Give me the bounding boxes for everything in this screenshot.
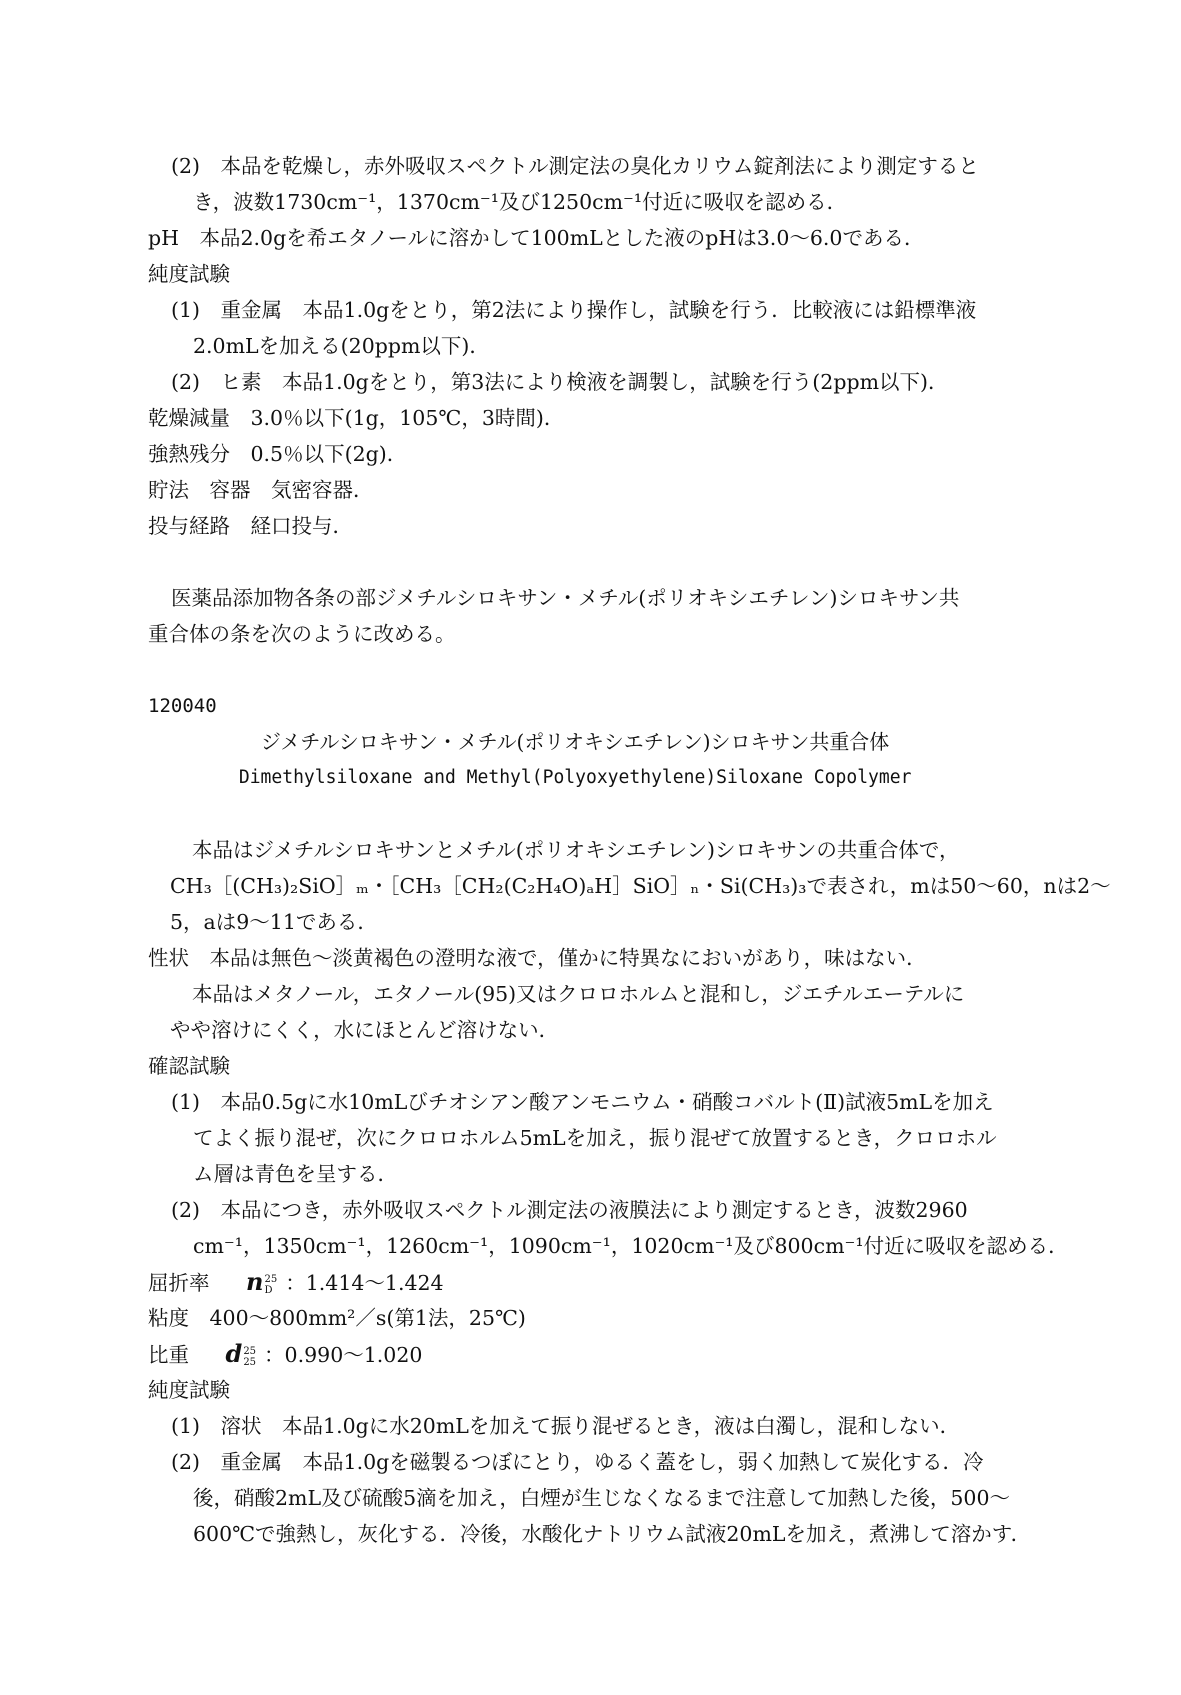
identification-item-2-line-1: (2) 本品を乾燥し，赤外吸収スペクトル測定法の臭化カリウム錠剤法により測定すると — [171, 154, 979, 178]
specific-gravity-symbol: d — [225, 1339, 243, 1368]
monograph-code: 120040 — [148, 695, 217, 717]
refractive-index-symbol: n — [246, 1267, 264, 1296]
id-item-2-line-1: (2) 本品につき，赤外吸収スペクトル測定法の液膜法により測定するとき，波数2960 — [171, 1198, 968, 1222]
properties-line-2: 本品はメタノール，エタノール(95)又はクロロホルムと混和し，ジエチルエーテルに — [192, 982, 965, 1006]
storage-line: 貯法 容器 気密容器． — [148, 478, 374, 502]
purity-heading-2: 純度試験 — [148, 1378, 230, 1402]
description-line-3: 5，aは9～11である． — [170, 910, 378, 934]
id-item-1-line-2: てよく振り混ぜ，次にクロロホルム5mLを加え，振り混ぜて放置するとき，クロロホル — [193, 1126, 997, 1150]
monograph-title-ja: ジメチルシロキサン・メチル(ポリオキシエチレン)シロキサン共重合体 — [261, 730, 890, 754]
specific-gravity-sup: 25 — [243, 1345, 257, 1357]
loss-on-drying-line: 乾燥減量 3.0％以下(1g，105℃，3時間)． — [148, 406, 565, 430]
viscosity-line: 粘度 400～800mm²／s(第1法，25℃) — [148, 1306, 526, 1330]
purity-item-1-line-2: 2.0mLを加える(20ppm以下)． — [193, 334, 490, 358]
ph-line: pH 本品2.0gを希エタノールに溶かして100mLとした液のpHは3.0～6.0である． — [148, 226, 925, 250]
specific-gravity-sub: 25 — [243, 1356, 257, 1368]
specific-gravity-scripts — [243, 1346, 256, 1368]
refractive-index-line — [148, 1264, 444, 1301]
refractive-index-sup: 25 — [264, 1273, 278, 1285]
description-line-1: 本品はジメチルシロキサンとメチル(ポリオキシエチレン)シロキサンの共重合体で， — [192, 838, 960, 862]
specific-gravity-value: ：0.990～1.020 — [264, 1343, 423, 1367]
residue-on-ignition-line: 強熱残分 0.5％以下(2g)． — [148, 442, 408, 466]
refractive-index-label: 屈折率 — [148, 1271, 210, 1295]
purity-item-2-line: (2) ヒ素 本品1.0gをとり，第3法により検液を調製し，試験を行う(2ppm以下)． — [171, 370, 949, 394]
specific-gravity-label: 比重 — [148, 1343, 189, 1367]
refractive-index-value: ：1.414～1.424 — [285, 1271, 444, 1295]
properties-line-1: 性状 本品は無色～淡黄褐色の澄明な液で，僅かに特異なにおいがあり，味はない． — [148, 946, 927, 970]
purity2-item-1-line: (1) 溶状 本品1.0gに水20mLを加えて振り混ぜるとき，液は白濁し，混和しない． — [171, 1414, 961, 1438]
specific-gravity-line — [148, 1336, 422, 1373]
administration-route-line: 投与経路 経口投与． — [148, 514, 353, 538]
properties-line-3: やや溶けにくく，水にほとんど溶けない． — [170, 1018, 560, 1042]
amendment-notice-line-2: 重合体の条を次のように改める。 — [148, 622, 456, 646]
formula-line: CH₃［(CH₃)₂SiO］ₘ・［CH₃［CH₂(C₂H₄O)ₐH］SiO］ₙ・Si(CH₃)₃で表され，mは50～60，nは2～ — [170, 874, 1111, 898]
refractive-index-sub: D — [264, 1284, 273, 1296]
purity2-item-2-line-3: 600℃で強熱し，灰化する．冷後，水酸化ナトリウム試液20mLを加え，煮沸して溶かす． — [193, 1522, 1032, 1546]
identification-heading: 確認試験 — [148, 1054, 230, 1078]
amendment-notice-line-1: 医薬品添加物各条の部ジメチルシロキサン・メチル(ポリオキシエチレン)シロキサン共 — [171, 586, 960, 610]
purity-heading: 純度試験 — [148, 262, 230, 286]
id-item-2-line-2: cm⁻¹，1350cm⁻¹，1260cm⁻¹，1090cm⁻¹，1020cm⁻¹及び800cm⁻¹付近に吸収を認める． — [193, 1234, 1069, 1258]
purity2-item-2-line-2: 後，硝酸2mL及び硫酸5滴を加え，白煙が生じなくなるまで注意して加熱した後，500～ — [193, 1486, 1010, 1510]
purity-item-1-line-1: (1) 重金属 本品1.0gをとり，第2法により操作し，試験を行う．比較液には鉛標準液 — [171, 298, 977, 322]
id-item-1-line-1: (1) 本品0.5gに水10mLびチオシアン酸アンモニウム・硝酸コバルト(Ⅱ)試液5mLを加え — [171, 1090, 994, 1114]
refractive-index-scripts — [264, 1274, 277, 1296]
monograph-title-en: Dimethylsiloxane and Methyl(Polyoxyethylene)Siloxane Copolymer — [238, 767, 912, 788]
id-item-1-line-3: ム層は青色を呈する． — [193, 1162, 398, 1186]
purity2-item-2-line-1: (2) 重金属 本品1.0gを磁製るつぼにとり，ゆるく蓋をし，弱く加熱して炭化する．冷 — [171, 1450, 984, 1474]
identification-item-2-line-2: き，波数1730cm⁻¹，1370cm⁻¹及び1250cm⁻¹付近に吸収を認める． — [193, 190, 848, 214]
